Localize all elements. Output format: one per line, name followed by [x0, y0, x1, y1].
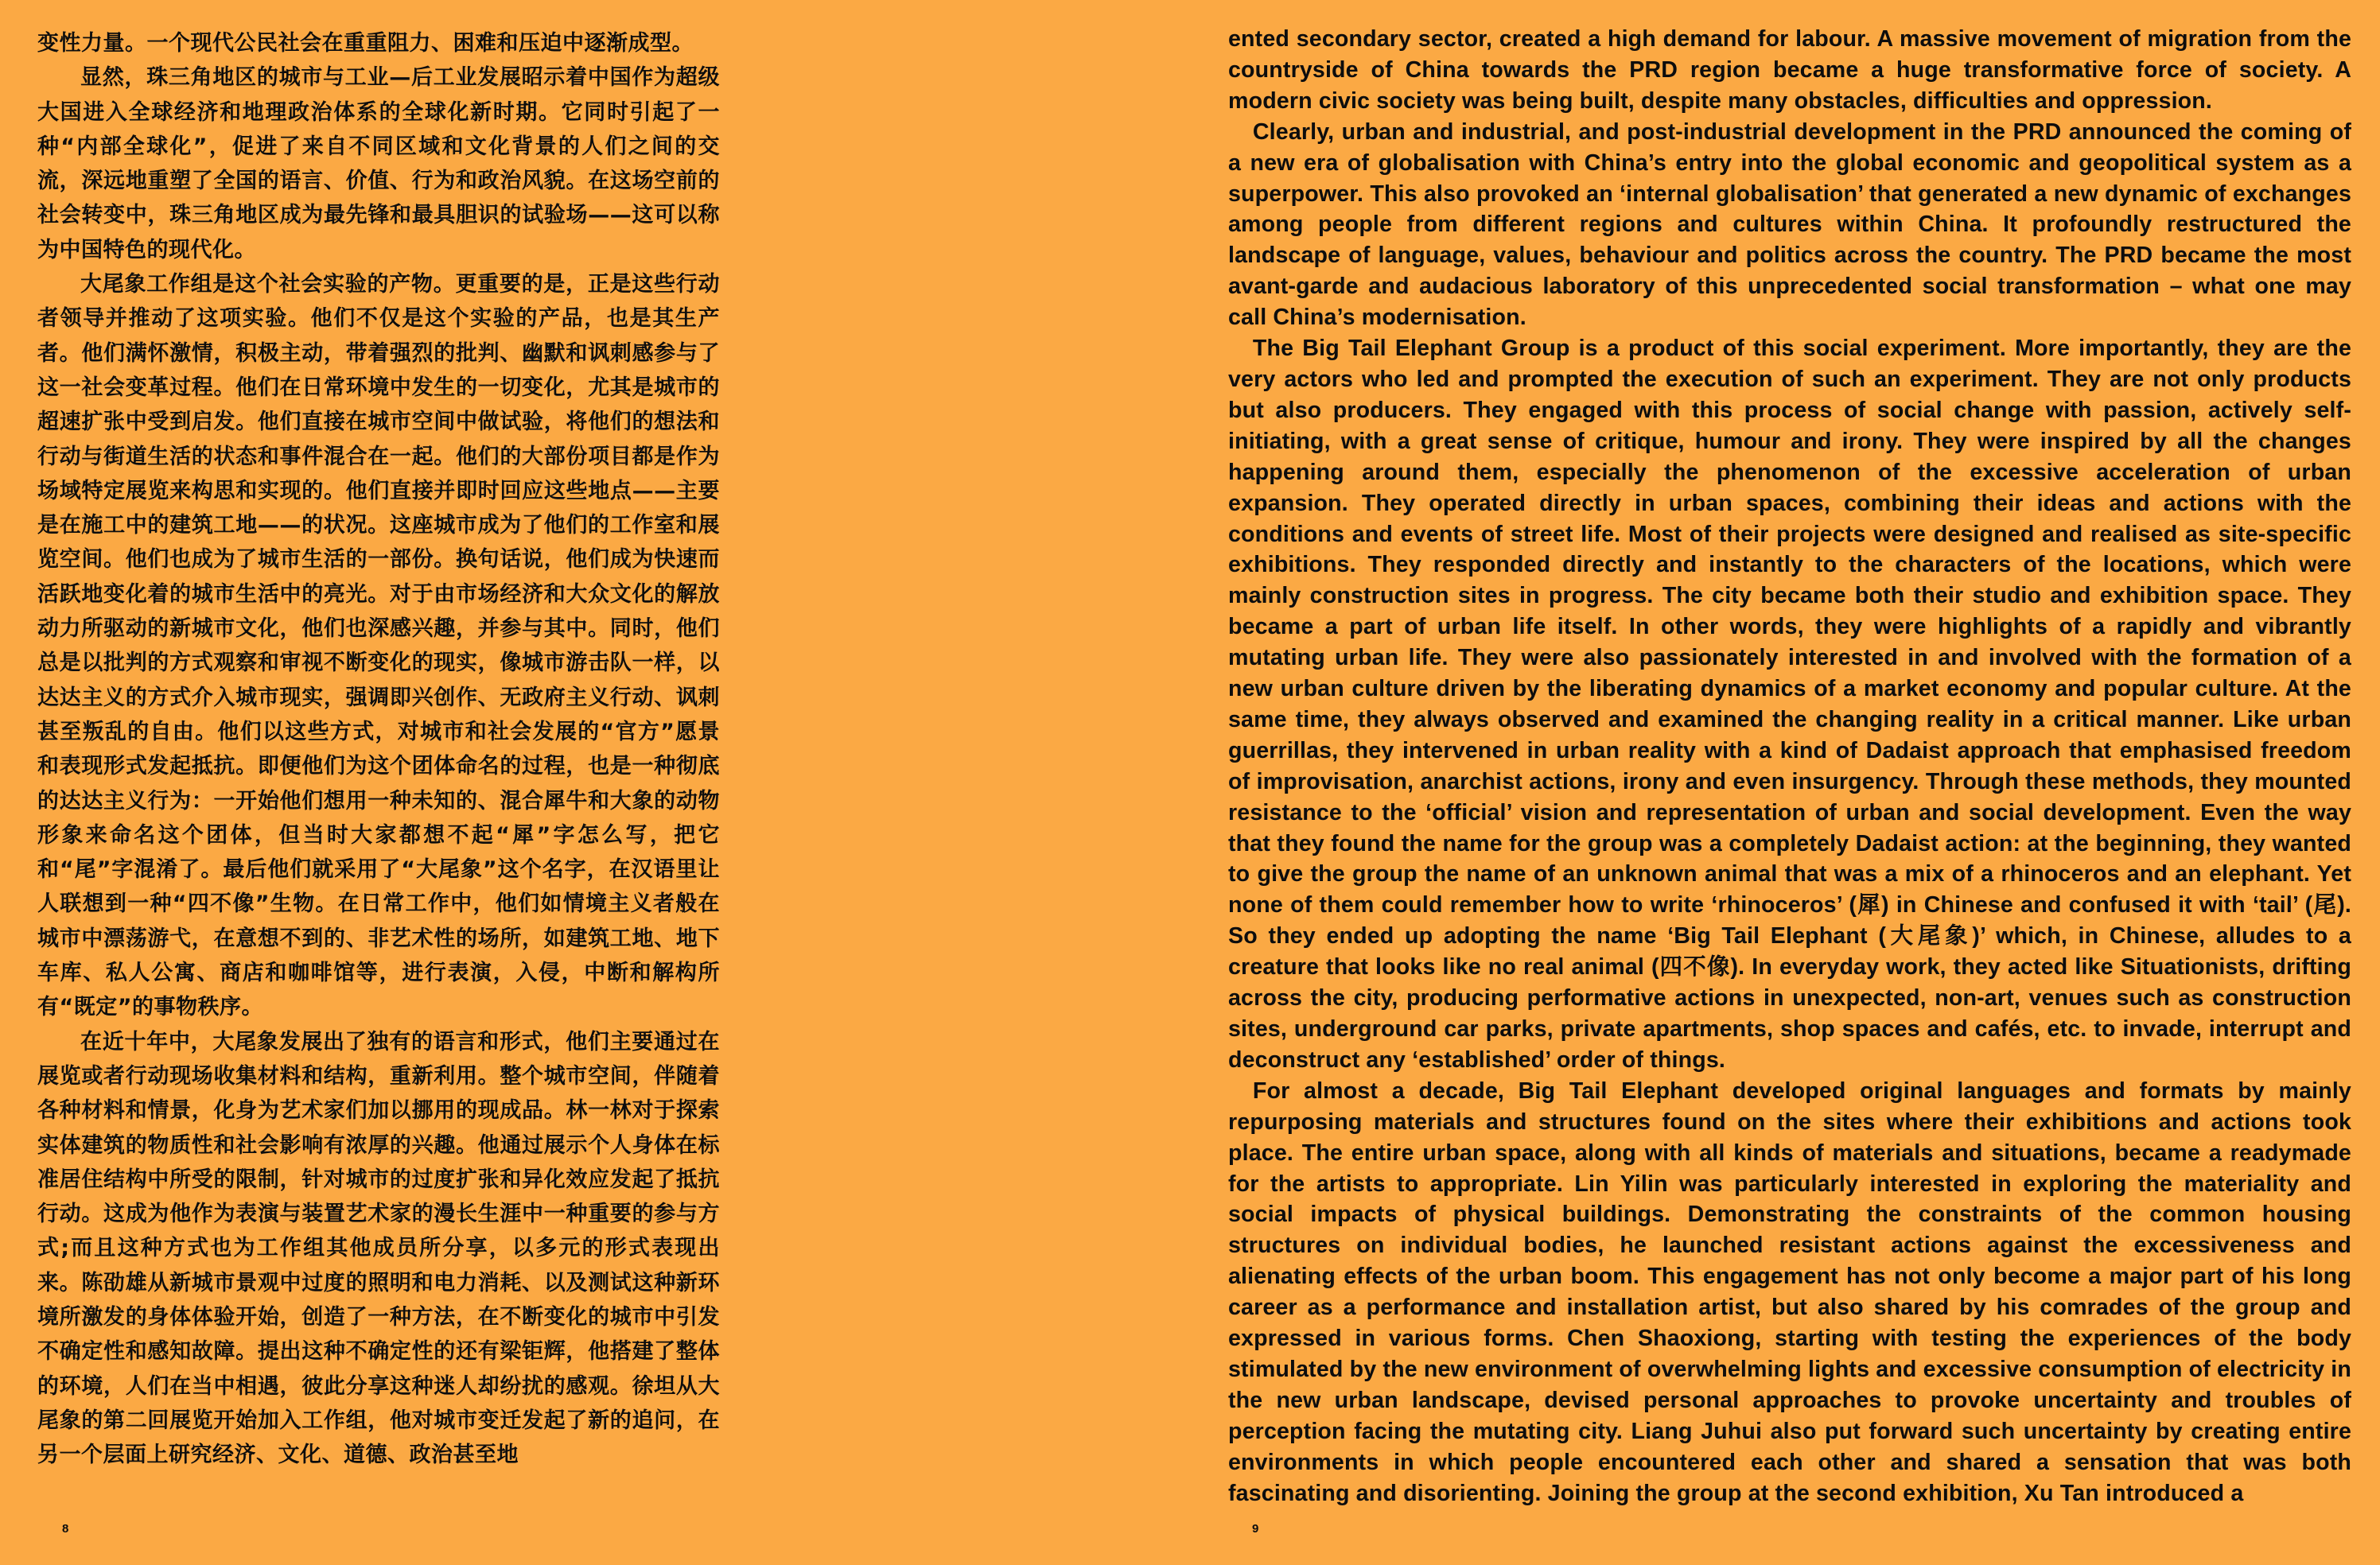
page-number: 9	[1252, 1522, 1259, 1536]
paragraph: 变性力量。一个现代公民社会在重重阻力、困难和压迫中逐渐成型。	[37, 31, 694, 56]
paragraph: For almost a decade, Big Tail Elephant developed original languages and formats by mainly repurposing materials and structures found on the sites where their exhibitions and actions took place. The entire urban space, along with all kinds of materials and situations, became a readymade for the artists to appropriate. Lin Yilin was particularly interested in exploring the materiality and social impacts of physical buildings. Demonstrating the constraints of the common housing structures on individual bodies, he launched resistant actions against the excessiveness and alienating effects of the urban boom. This engagement has not only become a major part of his long career as a performance and installation artist, but also shared by his comrades of the group and expressed in various forms. Chen Shaoxiong, starting with testing the experiences of the body stimulated by the new environment of overwhelming lights and excessive consumption of electricity in the new urban landscape, devised personal approaches to provoke uncertainty and troubles of perception facing the mutating city. Liang Juhui also put forward such uncertainty by creating entire environments in which people encountered each other and shared a sensation that was both fascinating and disorienting. Joining the group at the second exhibition, Xu Tan introduced a	[1228, 1078, 2351, 1506]
paragraph: 在近十年中，大尾象发展出了独有的语言和形式，他们主要通过在展览或者行动现场收集材料和结构，重新利用。整个城市空间，伴随着各种材料和情景，化身为艺术家们加以挪用的现成品。林一林对于探索实体建筑的物质性和社会影响有浓厚的兴趣。他通过展示个人身体在标准居住结构中所受的限制，针对城市的过度扩张和异化效应发起了抵抗行动。这成为他作为表演与装置艺术家的漫长生涯中一种重要的参与方式;而且这种方式也为工作组其他成员所分享，以多元的形式表现出来。陈劭雄从新城市景观中过度的照明和电力消耗、以及测试这种新环境所激发的身体体验开始，创造了一种方法，在不断变化的城市中引发不确定性和感知故障。提出这种不确定性的还有梁钜辉，他搭建了整体的环境，人们在当中相遇，彼此分享这种迷人却纷扰的感观。徐坦从大尾象的第二回展览开始加入工作组，他对城市变迁发起了新的追问，在另一个层面上研究经济、文化、道德、政治甚至地	[37, 1029, 720, 1468]
chinese-text-column	[37, 26, 720, 1472]
paragraph: ented secondary sector, created a high demand for labour. A massive movement of migration from the countryside of China towards the PRD region became a huge transformative force of society. A modern civic society was being built, despite many obstacles, difficulties and oppression.	[1228, 26, 2351, 114]
paragraph: 大尾象工作组是这个社会实验的产物。更重要的是，正是这些行动者领导并推动了这项实验。他们不仅是这个实验的产品，也是其生产者。他们满怀激情，积极主动，带着强烈的批判、幽默和讽刺感参与了这一社会变革过程。他们在日常环境中发生的一切变化，尤其是城市的超速扩张中受到启发。他们直接在城市空间中做试验，将他们的想法和行动与街道生活的状态和事件混合在一起。他们的大部份项目都是作为场域特定展览来构思和实现的。他们直接并即时回应这些地点——主要是在施工中的建筑工地——的状况。这座城市成为了他们的工作室和展览空间。他们也成为了城市生活的一部份。换句话说，他们成为快速而活跃地变化着的城市生活中的亮光。对于由市场经济和大众文化的解放动力所驱动的新城市文化，他们也深感兴趣，并参与其中。同时，他们总是以批判的方式观察和审视不断变化的现实，像城市游击队一样，以达达主义的方式介入城市现实，强调即兴创作、无政府主义行动、讽刺甚至叛乱的自由。他们以这些方式，对城市和社会发展的“官方”愿景和表现形式发起抵抗。即便他们为这个团体命名的过程，也是一种彻底的达达主义行为：一开始他们想用一种未知的、混合犀牛和大象的动物形象来命名这个团体，但当时大家都想不起“犀”字怎么写，把它和“尾”字混淆了。最后他们就采用了“大尾象”这个名字，在汉语里让人联想到一种“四不像”生物。在日常工作中，他们如情境主义者般在城市中漂荡游弋，在意想不到的、非艺术性的场所，如建筑工地、地下车库、私人公寓、商店和咖啡馆等，进行表演，入侵，中断和解构所有“既定”的事物秩序。	[37, 272, 720, 1020]
paragraph: 显然，珠三角地区的城市与工业—后工业发展昭示着中国作为超级大国进入全球经济和地理政治体系的全球化新时期。它同时引起了一种“内部全球化”，促进了来自不同区域和文化背景的人们之间的交流，深远地重塑了全国的语言、价值、行为和政治风貌。在这场空前的社会转变中，珠三角地区成为最先锋和最具胆识的试验场——这可以称为中国特色的现代化。	[37, 65, 720, 262]
right-page	[1190, 0, 2380, 1565]
paragraph: Clearly, urban and industrial, and post-industrial development in the PRD announced the coming of a new era of globalisation with China’s entry into the global economic and geopolitical system as a superpower. This also provoked an ‘internal globalisation’ that generated a new dynamic of exchanges among people from different regions and cultures within China. It profoundly restructured the landscape of language, values, behaviour and politics across the country. The PRD became the most avant-garde and audacious laboratory of this unprecedented social transformation – what one may call China’s modernisation.	[1228, 118, 2351, 331]
page-number: 8	[62, 1522, 69, 1536]
english-text-column	[1228, 24, 2351, 1509]
paragraph: The Big Tail Elephant Group is a product of this social experiment. More importantly, they are the very actors who led and prompted the execution of such an experiment. They are not only products but also producers. They engaged with this process of social change with passion, actively self-initiating, with a great sense of critique, humour and irony. They were inspired by all the changes happening around them, especially the phenomenon of the excessive acceleration of urban expansion. They operated directly in urban spaces, combining their ideas and actions with the conditions and events of street life. Most of their projects were designed and realised as site-specific exhibitions. They responded directly and instantly to the characters of the locations, which were mainly construction sites in progress. The city became both their studio and exhibition space. They became a part of urban life itself. In other words, they were highlights of a rapidly and vibrantly mutating urban life. They were also passionately interested in and involved with the formation of a new urban culture driven by the liberating dynamics of a market economy and popular culture. At the same time, they always observed and examined the changing reality in a critical manner. Like urban guerrillas, they intervened in urban reality with a kind of Dadaist approach that emphasised freedom of improvisation, anarchist actions, irony and even insurgency. Through these methods, they mounted resistance to the ‘official’ vision and representation of urban and social development. Even the way that they found the name for the group was a completely Dadaist action: at the beginning, they wanted to give the group the name of an unknown animal that was a mix of a rhinoceros and an elephant. Yet none of them could remember how to write ‘rhinoceros’ (犀) in Chinese and confused it with ‘tail’ (尾). So they ended up adopting the name ‘Big Tail Elephant (大尾象)’ which, in Chinese, alludes to a creature that looks like no real animal (四不像). In everyday work, they acted like Situationists, drifting across the city, producing performative actions in unexpected, non-art, venues such as construction sites, underground car parks, private apartments, shop spaces and cafés, etc. to invade, interrupt and deconstruct any ‘established’ order of things.	[1228, 336, 2351, 1073]
